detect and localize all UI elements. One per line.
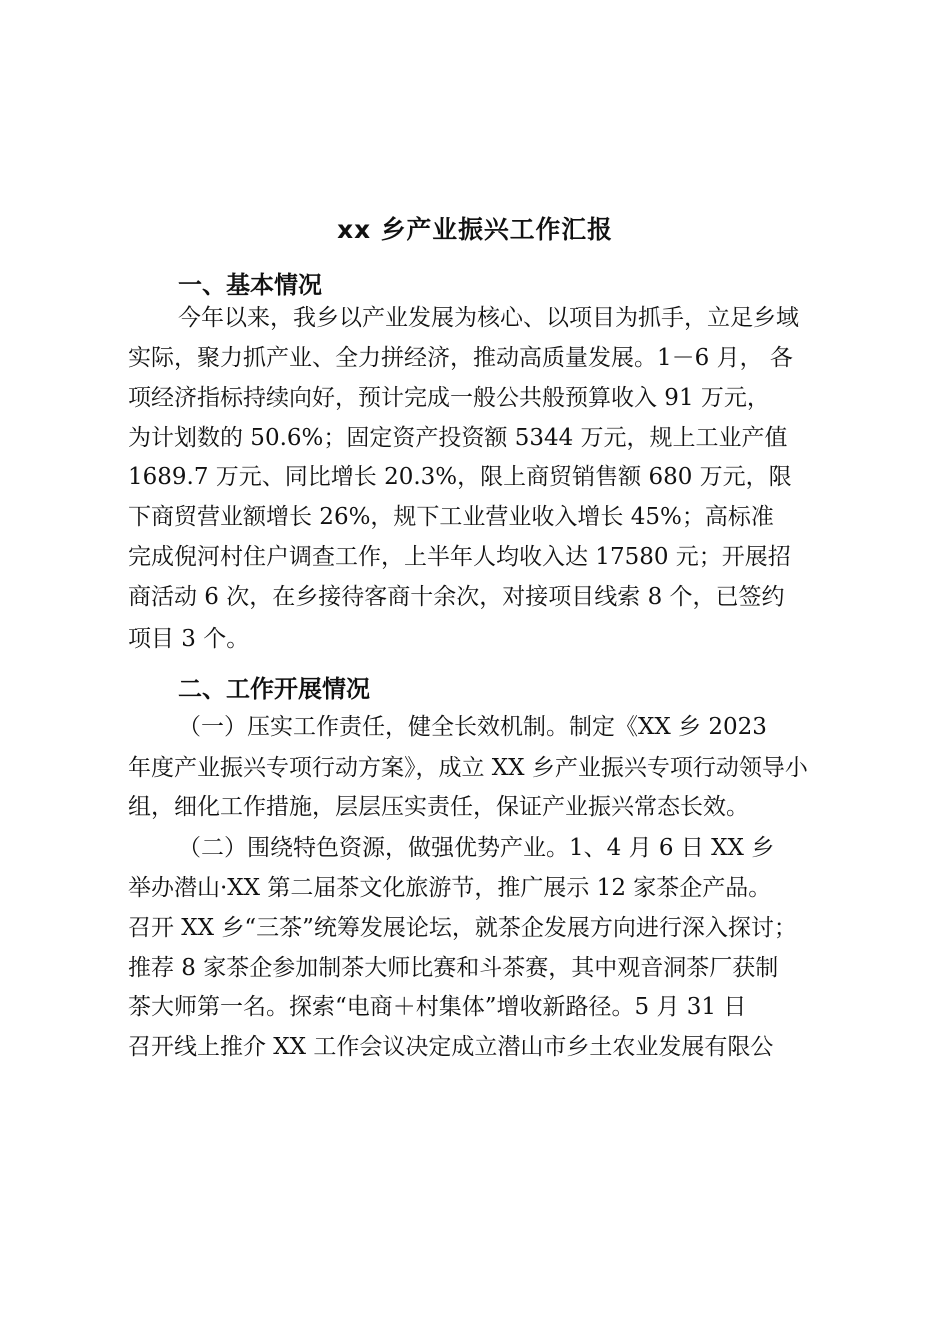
section-heading-basic-situation: 一、基本情况 [178,271,322,299]
section-heading-work-progress: 二、工作开展情况 [178,675,370,703]
paragraph-line: 下商贸营业额增长 26%，规下工业营业收入增长 45%；高标准 [128,504,774,530]
paragraph-line: 召开 XX 乡“三茶”统筹发展论坛，就茶企发展方向进行深入探讨； [128,915,797,941]
paragraph-line: 推荐 8 家茶企参加制茶大师比赛和斗茶赛，其中观音洞茶厂获制 [128,955,779,981]
paragraph-line: 年度产业振兴专项行动方案》，成立 XX 乡产业振兴专项行动领导小 [128,755,808,781]
paragraph-line: 组，细化工作措施，层层压实责任，保证产业振兴常态长效。 [128,794,749,820]
paragraph-line: 完成倪河村住户调查工作，上半年人均收入达 17580 元；开展招 [128,544,791,570]
paragraph-line: 商活动 6 次，在乡接待客商十余次，对接项目线索 8 个，已签约 [128,584,785,610]
paragraph-line: 举办潜山·XX 第二届茶文化旅游节，推广展示 12 家茶企产品。 [128,875,772,901]
document-title: xx 乡产业振兴工作汇报 [337,215,613,244]
paragraph-line: 召开线上推介 XX 工作会议决定成立潜山市乡土农业发展有限公 [128,1034,774,1060]
paragraph-line: 实际，聚力抓产业、全力拼经济，推动高质量发展。1－6 月， 各 [128,345,793,371]
paragraph-line: 项目 3 个。 [128,626,250,652]
paragraph-line: 1689.7 万元、同比增长 20.3%，限上商贸销售额 680 万元，限 [128,464,792,490]
paragraph-line: （二）围绕特色资源，做强优势产业。1、4 月 6 日 XX 乡 [178,835,775,861]
paragraph-line: （一）压实工作责任，健全长效机制。制定《XX 乡 2023 [178,714,767,740]
paragraph-line: 茶大师第一名。探索“电商＋村集体”增收新路径。5 月 31 日 [128,994,747,1020]
paragraph-line: 今年以来，我乡以产业发展为核心、以项目为抓手，立足乡域 [178,305,799,331]
paragraph-line: 项经济指标持续向好，预计完成一般公共般预算收入 91 万元， [128,385,770,411]
paragraph-line: 为计划数的 50.6%；固定资产投资额 5344 万元，规上工业产值 [128,425,788,451]
